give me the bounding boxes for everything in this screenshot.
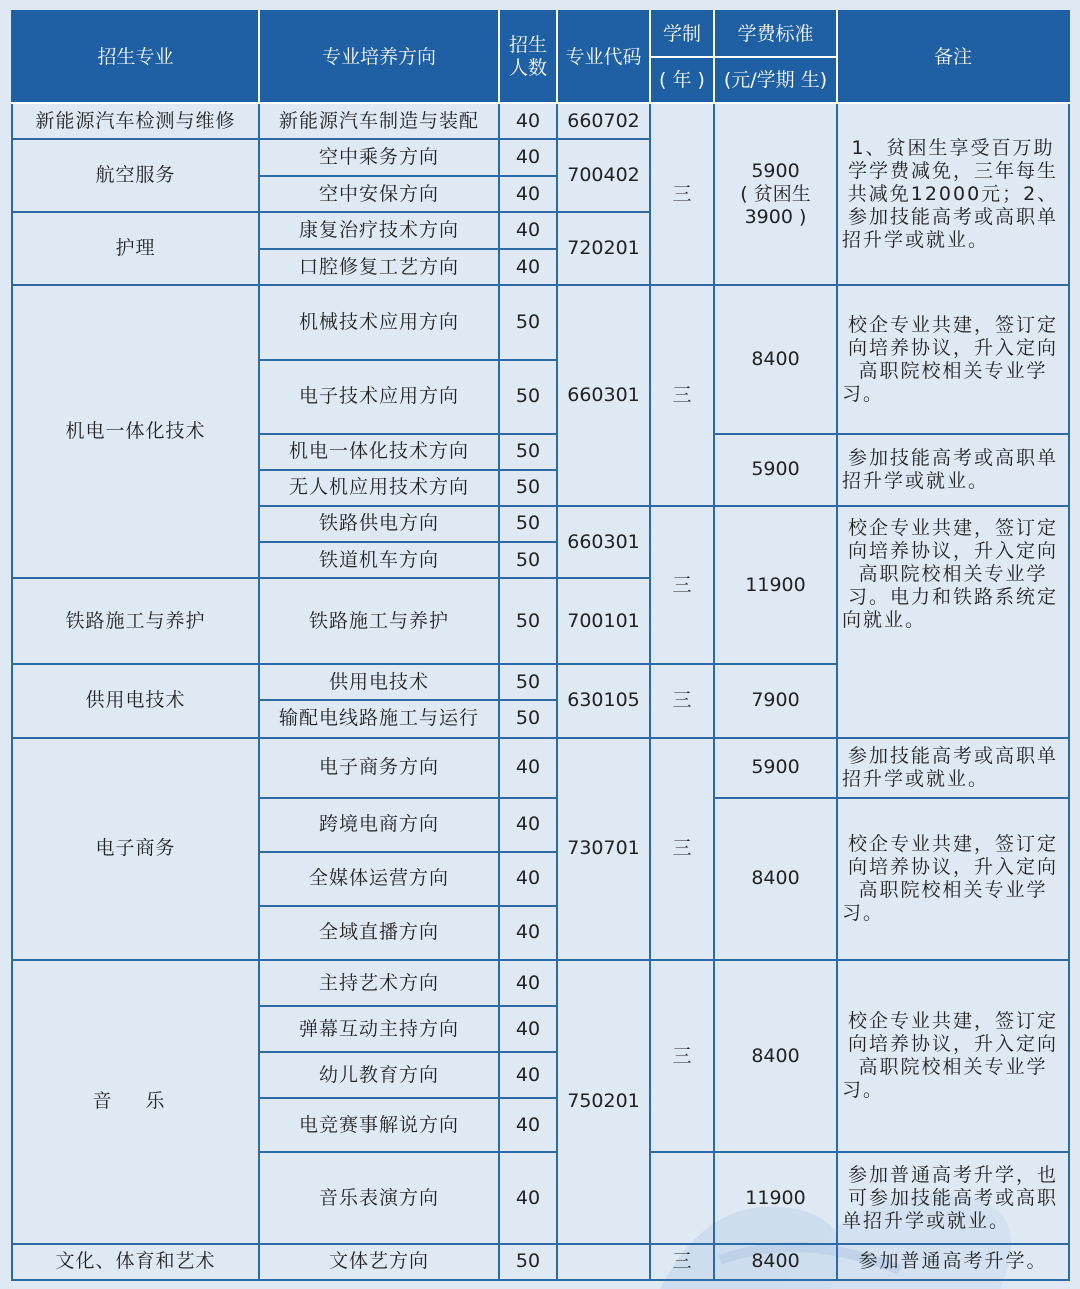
fee-cell: 11900 xyxy=(714,1152,837,1243)
header-duration-bottom: ( 年 ) xyxy=(650,57,714,103)
header-fee-bottom: (元/学期 生) xyxy=(714,57,837,103)
header-enrollment-line2: 人数 xyxy=(508,57,547,79)
header-major: 招生专业 xyxy=(12,11,259,103)
count-cell: 40 xyxy=(499,798,557,852)
header-code: 专业代码 xyxy=(557,11,650,103)
duration-cell: 三 xyxy=(650,103,714,285)
duration-cell: 三 xyxy=(650,960,714,1152)
direction-cell: 铁路施工与养护 xyxy=(259,578,499,664)
table-row xyxy=(12,738,1069,798)
note-cell: 校企专业共建，签订定向培养协议，升入定向高职院校相关专业学习。 xyxy=(837,960,1069,1152)
note-cell: 参加普通高考升学，也可参加技能高考或高职单招升学或就业。 xyxy=(837,1152,1069,1243)
note-cell: 参加普通高考升学。 xyxy=(837,1244,1069,1280)
note-cell: 参加技能高考或高职单招升学或就业。 xyxy=(837,738,1069,798)
code-cell: 660301 xyxy=(557,285,650,506)
duration-cell: 三 xyxy=(650,738,714,961)
count-cell: 40 xyxy=(499,176,557,212)
major-cell: 供用电技术 xyxy=(12,664,259,737)
direction-cell: 机械技术应用方向 xyxy=(259,285,499,359)
fee-cell: 5900 xyxy=(714,738,837,798)
direction-cell: 铁道机车方向 xyxy=(259,542,499,578)
major-cell: 新能源汽车检测与维修 xyxy=(12,103,259,139)
direction-cell: 新能源汽车制造与装配 xyxy=(259,103,499,139)
code-cell: 750201 xyxy=(557,960,650,1244)
table-row xyxy=(12,103,1069,139)
fee-cell: 8400 xyxy=(714,798,837,960)
header-enrollment-line1: 招生 xyxy=(508,34,547,56)
direction-cell: 音乐表演方向 xyxy=(259,1152,499,1243)
direction-cell: 电子技术应用方向 xyxy=(259,360,499,434)
admission-table xyxy=(11,10,1070,1281)
header-enrollment xyxy=(499,11,557,103)
fee-cell: 8400 xyxy=(714,285,837,433)
duration-cell: 三 xyxy=(650,506,714,664)
code-cell: 700402 xyxy=(557,139,650,212)
direction-cell: 全媒体运营方向 xyxy=(259,852,499,906)
direction-cell: 跨境电商方向 xyxy=(259,798,499,852)
count-cell: 40 xyxy=(499,139,557,176)
fee-cell: 8400 xyxy=(714,1244,837,1280)
count-cell: 50 xyxy=(499,578,557,664)
count-cell: 50 xyxy=(499,700,557,737)
major-cell: 航空服务 xyxy=(12,139,259,212)
duration-cell: 三 xyxy=(650,1244,714,1280)
major-cell: 铁路施工与养护 xyxy=(12,578,259,664)
major-cell: 护理 xyxy=(12,212,259,285)
code-cell: 720201 xyxy=(557,212,650,285)
count-cell: 40 xyxy=(499,1152,557,1243)
fee-cell: 8400 xyxy=(714,960,837,1152)
table-row xyxy=(12,960,1069,1006)
count-cell: 50 xyxy=(499,664,557,700)
count-cell: 50 xyxy=(499,1244,557,1280)
count-cell: 40 xyxy=(499,249,557,285)
count-cell: 50 xyxy=(499,506,557,542)
count-cell: 40 xyxy=(499,1052,557,1098)
fee-cell xyxy=(714,103,837,285)
count-cell: 50 xyxy=(499,360,557,434)
count-cell: 40 xyxy=(499,103,557,139)
major-cell: 机电一体化技术 xyxy=(12,285,259,578)
direction-cell: 主持艺术方向 xyxy=(259,960,499,1006)
duration-cell: 三 xyxy=(650,285,714,506)
fee-line: 5900 xyxy=(751,159,800,182)
major-text: 音 乐 xyxy=(92,1090,179,1113)
count-cell: 40 xyxy=(499,960,557,1006)
fee-cell: 11900 xyxy=(714,506,837,664)
note-cell: 校企专业共建，签订定向培养协议，升入定向高职院校相关专业学习。 xyxy=(837,798,1069,960)
note-cell: 校企专业共建，签订定向培养协议，升入定向高职院校相关专业学习。电力和铁路系统定向就业。 xyxy=(837,506,1069,738)
direction-cell: 机电一体化技术方向 xyxy=(259,434,499,470)
major-cell: 文化、体育和艺术 xyxy=(12,1244,259,1280)
direction-cell: 供用电技术 xyxy=(259,664,499,700)
duration-cell: 三 xyxy=(650,664,714,737)
header-fee-top: 学费标准 xyxy=(714,11,837,57)
duration-cell-empty xyxy=(650,1152,714,1243)
code-cell-empty xyxy=(557,1244,650,1280)
direction-cell: 幼儿教育方向 xyxy=(259,1052,499,1098)
direction-cell: 铁路供电方向 xyxy=(259,506,499,542)
count-cell: 50 xyxy=(499,285,557,359)
header-duration-top: 学制 xyxy=(650,11,714,57)
code-cell: 730701 xyxy=(557,738,650,961)
note-cell: 参加技能高考或高职单招升学或就业。 xyxy=(837,434,1069,506)
count-cell: 50 xyxy=(499,470,557,506)
code-cell: 630105 xyxy=(557,664,650,737)
count-cell: 40 xyxy=(499,852,557,906)
count-cell: 50 xyxy=(499,542,557,578)
major-cell: 电子商务 xyxy=(12,738,259,961)
note-cell: 校企专业共建，签订定向培养协议，升入定向高职院校相关专业学习。 xyxy=(837,285,1069,433)
header-note: 备注 xyxy=(837,11,1069,103)
direction-cell: 康复治疗技术方向 xyxy=(259,212,499,249)
count-cell: 40 xyxy=(499,1006,557,1052)
count-cell: 40 xyxy=(499,906,557,960)
count-cell: 50 xyxy=(499,434,557,470)
direction-cell: 口腔修复工艺方向 xyxy=(259,249,499,285)
code-cell: 700101 xyxy=(557,578,650,664)
fee-line: ( 贫困生 xyxy=(740,182,811,205)
fee-cell: 7900 xyxy=(714,664,837,737)
major-cell xyxy=(12,960,259,1244)
direction-cell: 电竞赛事解说方向 xyxy=(259,1098,499,1152)
direction-cell: 全域直播方向 xyxy=(259,906,499,960)
direction-cell: 弹幕互动主持方向 xyxy=(259,1006,499,1052)
table-row xyxy=(12,1244,1069,1280)
fee-line: 3900 ) xyxy=(744,205,807,228)
table-row xyxy=(12,285,1069,359)
direction-cell: 电子商务方向 xyxy=(259,738,499,798)
direction-cell: 空中安保方向 xyxy=(259,176,499,212)
direction-cell: 文体艺方向 xyxy=(259,1244,499,1280)
direction-cell: 空中乘务方向 xyxy=(259,139,499,176)
code-cell: 660301 xyxy=(557,506,650,578)
header-direction: 专业培养方向 xyxy=(259,11,499,103)
count-cell: 40 xyxy=(499,738,557,798)
direction-cell: 无人机应用技术方向 xyxy=(259,470,499,506)
fee-cell: 5900 xyxy=(714,434,837,506)
count-cell: 40 xyxy=(499,212,557,249)
note-cell: 1、贫困生享受百万助学学费减免，三年每生共减免12000元；2、参加技能高考或高职单招升学或就业。 xyxy=(837,103,1069,285)
count-cell: 40 xyxy=(499,1098,557,1152)
direction-cell: 输配电线路施工与运行 xyxy=(259,700,499,737)
code-cell: 660702 xyxy=(557,103,650,139)
